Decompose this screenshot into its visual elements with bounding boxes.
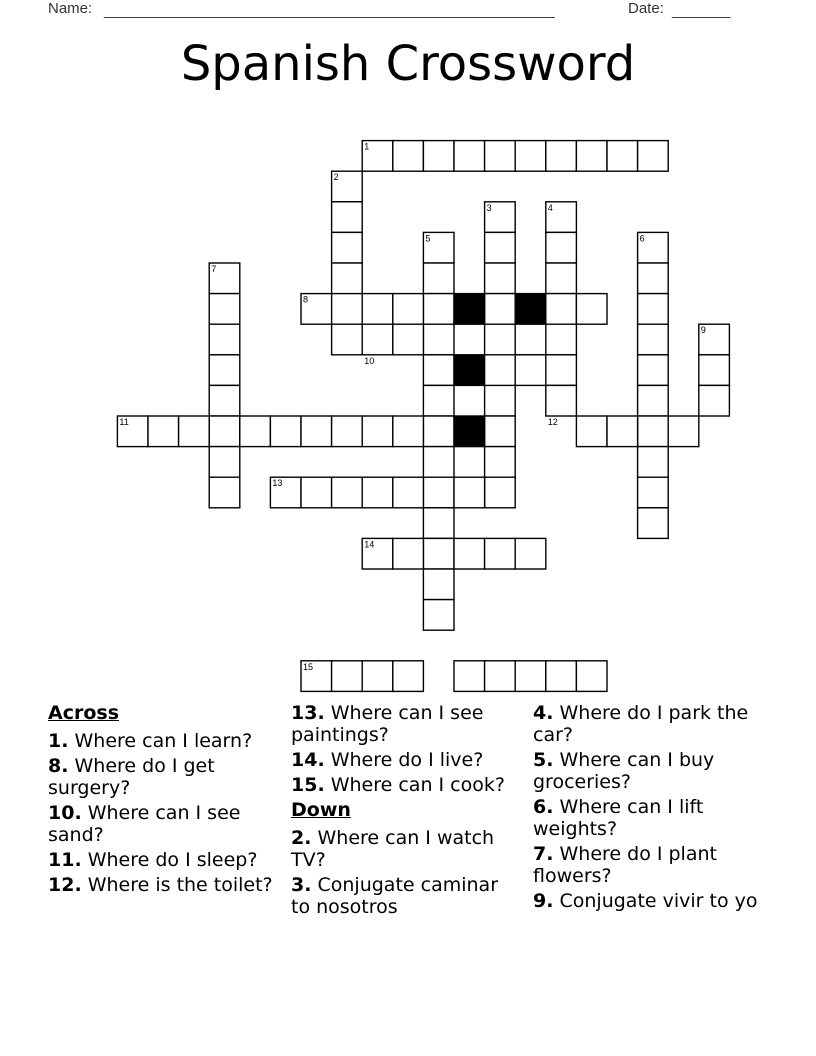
clue-number-label: 13 [272,478,283,489]
clue-text: Where can I buy groceries? [533,749,715,793]
grid-cell[interactable] [423,416,454,447]
clue-across-14 [291,749,521,771]
grid-cell[interactable] [332,232,363,263]
clue-across-8 [48,755,278,799]
grid-cell[interactable] [332,416,363,447]
grid-cell[interactable] [485,538,516,569]
clue-down-9 [533,890,763,912]
clue-number: 9. [533,890,554,912]
clue-number: 10. [48,802,82,824]
grid-cell[interactable] [423,508,454,539]
grid-cell[interactable] [485,294,516,325]
grid-cell[interactable] [515,538,546,569]
grid-cell[interactable] [393,324,424,355]
clue-number: 4. [533,702,554,724]
grid-cell[interactable] [393,661,424,692]
grid-cell[interactable] [362,416,393,447]
grid-cell[interactable] [546,141,577,172]
grid-cell[interactable] [423,600,454,631]
grid-cell[interactable] [576,141,607,172]
grid-cell[interactable] [638,385,669,416]
grid-cell[interactable] [668,416,699,447]
grid-cell[interactable] [270,416,301,447]
grid-cell[interactable] [576,294,607,325]
clue-number-label: 6 [639,233,645,244]
grid-cell[interactable] [209,385,240,416]
grid-cell[interactable] [515,661,546,692]
grid-cell[interactable] [423,141,454,172]
clue-across-15 [291,774,521,796]
clue-number-label: 9 [700,325,706,336]
clue-text: Where can I lift weights? [533,796,704,840]
grid-cell[interactable] [301,416,332,447]
grid-cell[interactable] [638,355,669,386]
clues-column-1 [48,702,278,899]
clue-down-5 [533,749,763,793]
clue-text: Where do I park the car? [533,702,749,746]
grid-cell[interactable] [515,355,546,386]
grid-cell[interactable] [332,202,363,233]
clue-number-label: 2 [333,172,339,183]
grid-cell[interactable] [209,447,240,478]
grid-cell[interactable] [638,508,669,539]
grid-cell[interactable] [423,538,454,569]
grid-cell[interactable] [576,661,607,692]
clue-down-3 [291,874,521,918]
grid-cell[interactable] [423,294,454,325]
grid-cell[interactable] [393,477,424,508]
grid-cell[interactable] [546,232,577,263]
name-label: Name: [48,0,93,17]
grid-cell[interactable] [209,324,240,355]
grid-cell[interactable] [393,141,424,172]
clue-number-label: 11 [119,417,129,427]
clue-text: Where is the toilet? [81,874,273,896]
grid-cell[interactable] [423,385,454,416]
grid-cell[interactable] [485,385,516,416]
grid-cell[interactable] [546,355,577,386]
grid-cell[interactable] [638,324,669,355]
clue-number-label: 1 [364,141,370,152]
grid-cell[interactable] [209,294,240,325]
clue-across-11 [48,849,278,871]
clue-text: Where do I get surgery? [48,755,215,799]
clue-number-label: 10 [364,355,375,366]
clue-text: Where can I see paintings? [291,702,484,746]
clue-down-4 [533,702,763,746]
grid-cell[interactable] [332,263,363,294]
grid-cell[interactable] [485,661,516,692]
grid-cell[interactable] [546,324,577,355]
clue-number-label: 4 [547,202,553,213]
across-heading: Across [48,702,120,724]
clue-number: 6. [533,796,554,818]
clue-across-13 [291,702,521,746]
clue-text: Conjugate vivir to yo [553,890,758,912]
grid-cell[interactable] [485,447,516,478]
grid-cell[interactable] [209,477,240,508]
clue-number-label: 7 [211,264,217,274]
grid-cell[interactable] [240,416,271,447]
down-heading: Down [291,799,351,821]
clue-down-2 [291,827,521,871]
clue-down-7 [533,843,763,887]
grid-cell[interactable] [638,416,669,447]
grid-cell[interactable] [179,416,210,447]
grid-cell[interactable] [209,355,240,386]
clue-number: 5. [533,749,554,771]
grid-cell[interactable] [423,477,454,508]
name-blank[interactable]: ______________________________________________________ [104,2,555,19]
grid-cell[interactable] [423,263,454,294]
clue-number: 15. [291,774,325,796]
grid-cell[interactable] [515,141,546,172]
grid-cell[interactable] [485,263,516,294]
clue-number: 11. [48,849,82,871]
grid-cell[interactable] [423,569,454,600]
clue-across-10 [48,802,278,846]
grid-cell[interactable] [362,294,393,325]
clue-number: 8. [48,755,69,777]
grid-cell[interactable] [485,416,516,447]
grid-cell[interactable] [699,385,730,416]
grid-block [515,294,546,325]
grid-cell[interactable] [423,355,454,386]
grid-cell[interactable] [546,661,577,692]
grid-cell[interactable] [423,447,454,478]
grid-cell[interactable] [638,141,669,172]
grid-cell[interactable] [546,385,577,416]
clue-number-label: 12 [547,417,558,427]
grid-cell[interactable] [607,141,638,172]
grid-cell[interactable] [515,324,546,355]
clue-text: Where can I watch TV? [291,827,495,871]
grid-cell[interactable] [332,661,363,692]
clue-text: Where do I plant flowers? [533,843,717,887]
grid-cell[interactable] [332,324,363,355]
clue-number-label: 14 [364,539,375,550]
clues-column-3 [533,702,763,915]
grid-cell[interactable] [638,477,669,508]
clues-column-2 [291,702,521,921]
clue-across-12 [48,874,278,896]
grid-cell[interactable] [148,416,179,447]
clue-number: 2. [291,827,312,849]
clue-number-label: 15 [303,661,314,672]
clue-down-6 [533,796,763,840]
grid-cell[interactable] [485,141,516,172]
clue-number-label: 3 [486,202,492,213]
grid-cell[interactable] [362,661,393,692]
grid-cell[interactable] [576,416,607,447]
grid-cell[interactable] [362,477,393,508]
grid-cell[interactable] [209,416,240,447]
grid-block [454,355,485,386]
grid-cell[interactable] [699,355,730,386]
grid-cell[interactable] [485,232,516,263]
grid-cell[interactable] [638,294,669,325]
clue-number: 13. [291,702,325,724]
grid-cell[interactable] [638,447,669,478]
page-title: Spanish Crossword [180,36,636,92]
grid-cell[interactable] [546,294,577,325]
clue-number-label: 5 [425,233,431,244]
clue-text: Where do I sleep? [81,849,258,871]
grid-cell[interactable] [393,294,424,325]
grid-block [454,294,485,325]
grid-cell[interactable] [454,538,485,569]
grid-cell[interactable] [301,477,332,508]
grid-cell[interactable] [454,661,485,692]
clue-number: 3. [291,874,312,896]
grid-block [454,416,485,447]
clue-text: Conjugate caminar to nosotros [291,874,499,918]
date-blank[interactable]: _______ [672,2,731,19]
grid-cell[interactable] [607,416,638,447]
grid-cell[interactable] [393,538,424,569]
clue-text: Where do I live? [324,749,484,771]
clue-number: 1. [48,730,69,752]
clue-text: Where can I see sand? [48,802,241,846]
clue-text: Where can I cook? [324,774,505,796]
clue-number-label: 8 [303,294,309,305]
grid-cell[interactable] [332,477,363,508]
grid-cell[interactable] [393,416,424,447]
grid-cell[interactable] [485,477,516,508]
grid-cell[interactable] [423,324,454,355]
date-label: Date: [628,0,664,17]
clue-number: 12. [48,874,82,896]
clue-across-1 [48,730,278,752]
grid-cell[interactable] [485,324,516,355]
grid-cell[interactable] [362,324,393,355]
grid-cell[interactable] [546,263,577,294]
grid-cell[interactable] [454,141,485,172]
grid-cell[interactable] [638,263,669,294]
clue-text: Where can I learn? [68,730,253,752]
clue-number: 14. [291,749,325,771]
grid-cell[interactable] [454,477,485,508]
clue-number: 7. [533,843,554,865]
